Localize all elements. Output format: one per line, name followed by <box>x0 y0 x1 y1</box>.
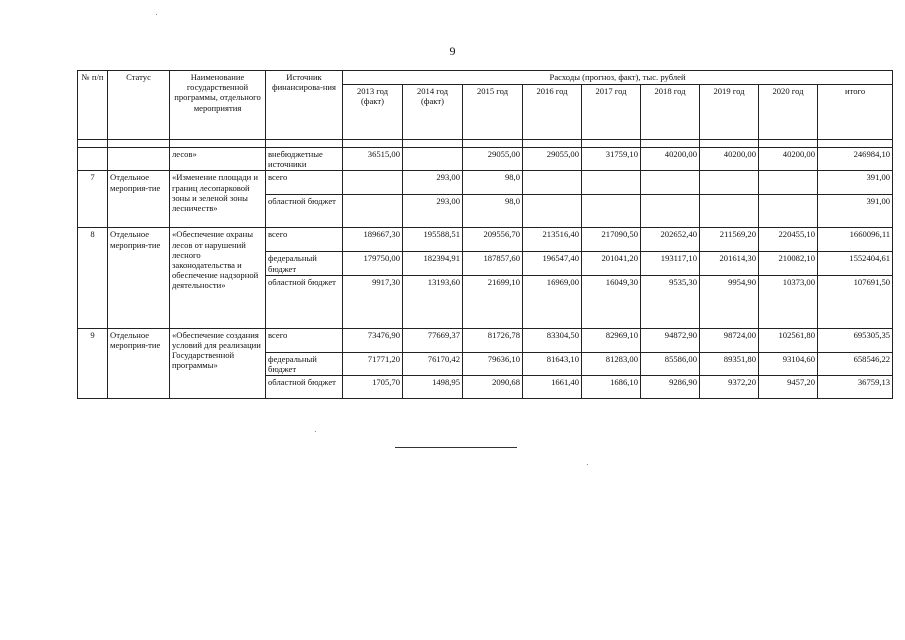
cell-value: 79636,10 <box>463 352 523 375</box>
cell-value: 179750,00 <box>343 252 403 275</box>
cell-source: областной бюджет <box>266 195 343 228</box>
cell-value: 202652,40 <box>641 228 700 252</box>
cell-value: 293,00 <box>403 195 463 228</box>
table-row-item8-total <box>78 228 893 252</box>
header-row <box>78 71 893 85</box>
cell-value <box>759 195 818 228</box>
table-row-continuation <box>78 148 893 171</box>
cell-value: 83304,50 <box>523 328 582 352</box>
cell-value: 9917,30 <box>343 275 403 328</box>
cell-value <box>523 195 582 228</box>
closing-rule <box>395 447 517 448</box>
cell-value <box>523 171 582 195</box>
cell-value: 9457,20 <box>759 376 818 399</box>
cell-value <box>582 171 641 195</box>
cell-total: 1660096,11 <box>818 228 893 252</box>
cell-value: 9286,90 <box>641 376 700 399</box>
cell-value <box>641 171 700 195</box>
cell-value: 210082,10 <box>759 252 818 275</box>
cell-value: 81643,10 <box>523 352 582 375</box>
cell-source: федеральный бюджет <box>266 252 343 275</box>
cell-total: 391,00 <box>818 171 893 195</box>
header-year: 2015 год <box>463 85 523 140</box>
cell-name: «Обеспечение охраны лесов от нарушений лесного законодательства и обеспечение надзорной деятельности» <box>170 228 266 328</box>
expenses-table <box>77 70 893 399</box>
cell-value: 31759,10 <box>582 148 641 171</box>
cell-value: 76170,42 <box>403 352 463 375</box>
table-row-item7-total <box>78 171 893 195</box>
header-expenses: Расходы (прогноз, факт), тыс. рублей <box>343 71 893 85</box>
header-year: 2020 год <box>759 85 818 140</box>
cell-value: 193117,10 <box>641 252 700 275</box>
cell-value <box>343 195 403 228</box>
cell-value: 10373,00 <box>759 275 818 328</box>
header-total: итого <box>818 85 893 140</box>
cell-value <box>700 171 759 195</box>
cell-num: 7 <box>78 171 108 228</box>
cell-value: 182394,91 <box>403 252 463 275</box>
cell-value <box>641 195 700 228</box>
cell-value: 98,0 <box>463 195 523 228</box>
header-year: 2019 год <box>700 85 759 140</box>
cell-value: 217090,50 <box>582 228 641 252</box>
cell-value: 9954,90 <box>700 275 759 328</box>
scan-speck <box>315 431 316 432</box>
cell-total: 246984,10 <box>818 148 893 171</box>
cell-total: 36759,13 <box>818 376 893 399</box>
cell-value: 187857,60 <box>463 252 523 275</box>
cell-value <box>700 195 759 228</box>
cell-num: 9 <box>78 328 108 398</box>
cell-value: 196547,40 <box>523 252 582 275</box>
cell-value: 213516,40 <box>523 228 582 252</box>
cell-value: 102561,80 <box>759 328 818 352</box>
cell-status: Отдельное мероприя-тие <box>108 228 170 328</box>
cell-value: 201614,30 <box>700 252 759 275</box>
cell-value: 13193,60 <box>403 275 463 328</box>
cell-value: 36515,00 <box>343 148 403 171</box>
cell-value: 40200,00 <box>759 148 818 171</box>
cell-value: 98,0 <box>463 171 523 195</box>
cell-value: 21699,10 <box>463 275 523 328</box>
cell-value: 71771,20 <box>343 352 403 375</box>
header-num: № п/п <box>78 71 108 140</box>
cell-value: 16969,00 <box>523 275 582 328</box>
cell-value <box>582 195 641 228</box>
cell-value: 82969,10 <box>582 328 641 352</box>
cell-value: 16049,30 <box>582 275 641 328</box>
header-status: Статус <box>108 71 170 140</box>
scan-speck <box>156 14 157 15</box>
cell-value: 189667,30 <box>343 228 403 252</box>
cell-value: 29055,00 <box>523 148 582 171</box>
cell-value <box>343 171 403 195</box>
cell-value <box>403 148 463 171</box>
cell-value: 94872,90 <box>641 328 700 352</box>
cell-source: всего <box>266 228 343 252</box>
cell-value: 40200,00 <box>700 148 759 171</box>
cell-value: 77669,37 <box>403 328 463 352</box>
header-year: 2018 год <box>641 85 700 140</box>
cell-value: 1498,95 <box>403 376 463 399</box>
cell-source: всего <box>266 171 343 195</box>
cell-name: «Изменение площади и границ лесопарковой зоны и зеленой зоны лесничеств» <box>170 171 266 228</box>
cell-num: 8 <box>78 228 108 328</box>
cell-source: областной бюджет <box>266 376 343 399</box>
cell-value: 89351,80 <box>700 352 759 375</box>
cell-value: 93104,60 <box>759 352 818 375</box>
cell-status: Отдельное мероприя-тие <box>108 328 170 398</box>
cell-status: Отдельное мероприя-тие <box>108 171 170 228</box>
cell-value: 211569,20 <box>700 228 759 252</box>
cell-total: 107691,50 <box>818 275 893 328</box>
cell-value: 81283,00 <box>582 352 641 375</box>
cell-name: лесов» <box>170 148 266 171</box>
cell-value: 201041,20 <box>582 252 641 275</box>
cell-name: «Обеспечение создания условий для реализации Государственной программы» <box>170 328 266 398</box>
header-name: Наименование государственной программы, отдельного мероприятия <box>170 71 266 140</box>
header-year: 2016 год <box>523 85 582 140</box>
header-year: 2017 год <box>582 85 641 140</box>
header-year: 2013 год (факт) <box>343 85 403 140</box>
cell-value <box>759 171 818 195</box>
cell-value: 220455,10 <box>759 228 818 252</box>
cell-source: областной бюджет <box>266 275 343 328</box>
header-year: 2014 год (факт) <box>403 85 463 140</box>
cell-value: 1661,40 <box>523 376 582 399</box>
cell-value: 73476,90 <box>343 328 403 352</box>
cell-value: 1705,70 <box>343 376 403 399</box>
cell-value: 40200,00 <box>641 148 700 171</box>
cell-value: 9535,30 <box>641 275 700 328</box>
cell-value: 9372,20 <box>700 376 759 399</box>
cell-value: 29055,00 <box>463 148 523 171</box>
cell-total: 658546,22 <box>818 352 893 375</box>
table-row-item9-total <box>78 328 893 352</box>
page-number: 9 <box>449 44 456 58</box>
scan-speck <box>587 464 588 465</box>
cell-value: 1686,10 <box>582 376 641 399</box>
cell-value: 195588,51 <box>403 228 463 252</box>
cell-value: 209556,70 <box>463 228 523 252</box>
cell-total: 695305,35 <box>818 328 893 352</box>
header-source: Источник финансирова-ния <box>266 71 343 140</box>
spacer-row <box>78 140 893 148</box>
cell-value: 2090,68 <box>463 376 523 399</box>
cell-value: 85586,00 <box>641 352 700 375</box>
cell-source: федеральный бюджет <box>266 352 343 375</box>
cell-source: всего <box>266 328 343 352</box>
cell-value: 98724,00 <box>700 328 759 352</box>
cell-total: 1552404,61 <box>818 252 893 275</box>
cell-value: 293,00 <box>403 171 463 195</box>
cell-total: 391,00 <box>818 195 893 228</box>
cell-source: внебюджетные источники <box>266 148 343 171</box>
cell-value: 81726,78 <box>463 328 523 352</box>
